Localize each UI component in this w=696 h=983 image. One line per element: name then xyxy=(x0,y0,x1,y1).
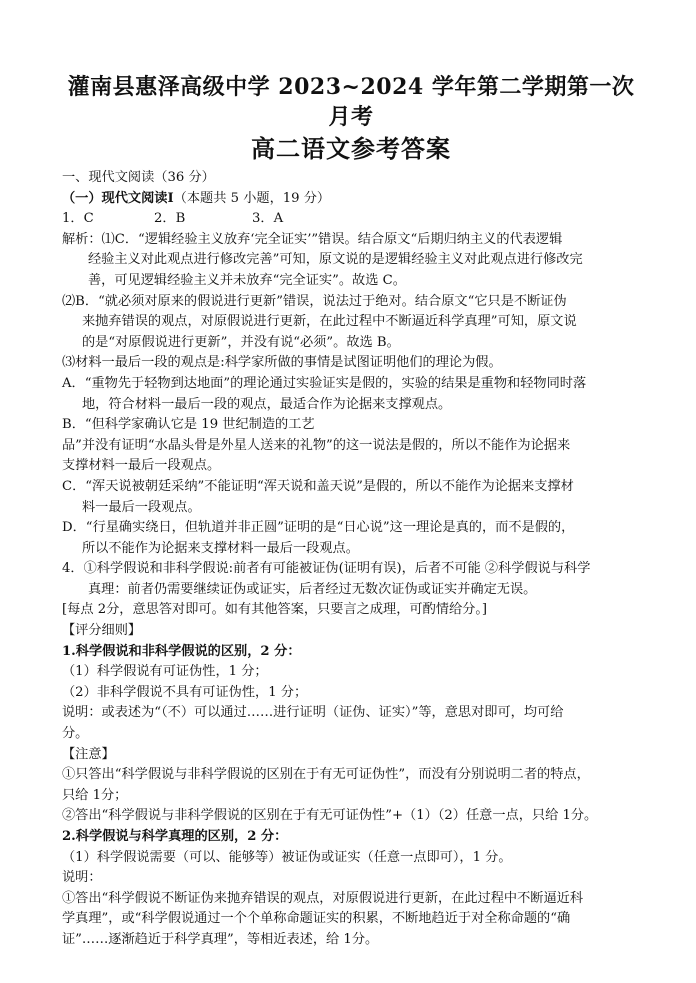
text-line: [每点 2分，意思答对即可。如有其他答案，只要言之成理，可酌情给分。] xyxy=(62,602,488,618)
text-line: 品”并没有证明“水晶头骨是外星人送来的礼物”的这一说法是假的，所以不能作为论据来 xyxy=(62,437,571,453)
text-line: 学真理”，或“科学假说通过一个个单称命题证实的积累，不断地趋近于对全称命题的“确 xyxy=(62,911,571,927)
answer-row xyxy=(62,209,640,230)
text-line: 4．①科学假说和非科学假说:前者有可能被证伪(证明有误)，后者不可能 ②科学假说与科学 xyxy=(62,561,591,577)
text-line: （2）非科学假说不具有可证伪性，1 分； xyxy=(62,684,308,700)
text-line: 善，可见逻辑经验主义并未放弃“完全证实”。故选 C。 xyxy=(88,272,406,288)
scoring-heading: 【评分细则】 xyxy=(62,623,142,639)
text-line: B．“但科学家确认它是 19 世纪制造的工艺 xyxy=(62,417,315,433)
subsection-heading xyxy=(62,189,640,210)
section-heading: 一、现代文阅读（36 分） xyxy=(62,170,215,185)
text-line: ⑵B．“就必须对原来的假说进行更新”错误，说法过于绝对。结合原文“它只是不断证伪 xyxy=(62,293,567,309)
document-subtitle: 高二语文参考答案 xyxy=(251,134,451,163)
text-line: ⑶材料一最后一段的观点是:科学家所做的事情是试图证明他们的理论为假。 xyxy=(62,355,502,371)
text-line: 料一最后一段观点。 xyxy=(82,499,201,515)
answer-3: 3．A xyxy=(252,211,284,227)
scoring-item-heading: 1.科学假说和非科学假说的区别，2 分： xyxy=(62,643,301,659)
text-line: C．“浑天说被朝廷采纳”不能证明“浑天说和盖天说”是假的，所以不能作为论据来支撑材 xyxy=(62,478,574,494)
text-line: A．“重物先于轻物到达地面”的理论通过实验证实是假的，实验的结果是重物和轻物同时落 xyxy=(62,375,587,391)
subsection-heading-note: （本题共 5 小题，19 分） xyxy=(173,190,331,206)
text-line: 来抛弃错误的观点，对原假说进行更新，在此过程中不断逼近科学真理”可知，原文说 xyxy=(82,314,577,330)
text-line: 分。 xyxy=(62,726,89,742)
text-line: 地，符合材料一最后一段的观点，最适合作为论据来支撑观点。 xyxy=(82,396,452,412)
text-line: D．“行星确实绕日，但轨道并非正圆”证明的是“日心说”这一理论是真的，而不是假的， xyxy=(62,520,575,536)
text-line: ②答出“科学假说与非科学假说的区别在于有无可证伪性”+（1）（2）任意一点，只给 1分。 xyxy=(62,808,598,824)
text-line: ①答出“科学假说不断证伪来抛弃错误的观点，对原假说进行更新，在此过程中不断逼近科 xyxy=(62,890,584,906)
subsection-heading-bold: （一）现代文阅读Ⅰ xyxy=(62,190,174,206)
answer-1: 1．C xyxy=(62,211,94,227)
text-line: 证”……逐渐趋近于科学真理”，等相近表述，给 1分。 xyxy=(62,931,379,947)
text-line: 真理：前者仍需要继续证伪或证实，后者经过无数次证伪或证实并确定无误。 xyxy=(88,581,537,597)
text-line: 经验主义对此观点进行修改完善”可知，原文说的是逻辑经验主义对此观点进行修改完 xyxy=(88,252,583,268)
text-line: ①只答出“科学假说与非科学假说的区别在于有无可证伪性”，而没有分别说明二者的特点， xyxy=(62,767,590,783)
text-line: （1）科学假说有可证伪性，1 分； xyxy=(62,664,268,680)
scoring-item-heading: 2.科学假说与科学真理的区别，2 分： xyxy=(62,829,288,844)
text-line: 说明： xyxy=(62,870,102,886)
answer-2: 2．B xyxy=(154,211,186,227)
text-line: 的是“对原假说进行更新”，并没有说“必须”。故选 B。 xyxy=(82,334,400,350)
document-title: 灌南县惠泽高级中学 2023~2024 学年第二学期第一次月考 xyxy=(67,74,635,130)
text-line: （1）科学假说需要（可以、能够等）被证伪或证实（任意一点即可），1 分。 xyxy=(62,849,512,865)
text-line: 说明：或表述为“（不）可以通过……进行证明（证伪、证实）”等，意思对即可，均可给 xyxy=(62,705,564,721)
text-line: 只给 1分； xyxy=(62,787,128,803)
text-line: 支撑材料一最后一段观点。 xyxy=(62,458,221,474)
text-line: 解析：⑴C．“逻辑经验主义放弃‘完全证实’”错误。结合原文“后期归纳主义的代表逻辑 xyxy=(62,231,563,247)
note-heading: 【注意】 xyxy=(62,746,115,762)
text-line: 所以不能作为论据来支撑材料一最后一段观点。 xyxy=(82,540,359,556)
